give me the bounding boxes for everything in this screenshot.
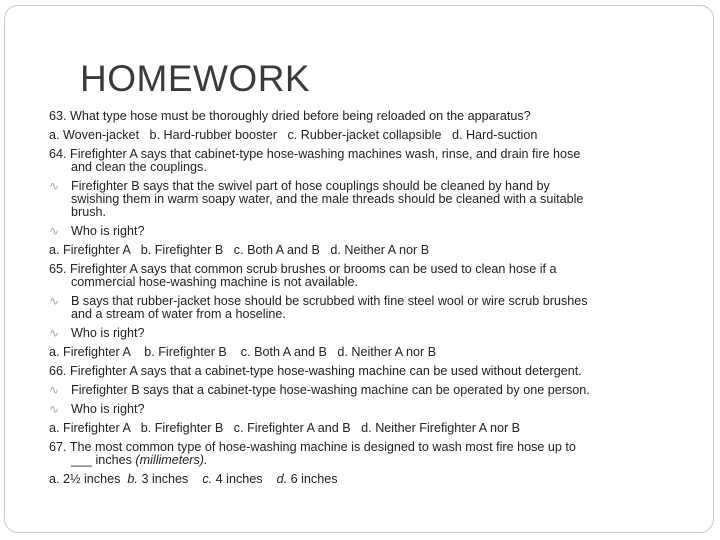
q66-who-text: Who is right? <box>71 402 145 416</box>
q64-statement-a-line2: and clean the couplings. <box>71 160 207 174</box>
q64-who <box>49 225 659 238</box>
q67-option-c-text: 4 inches <box>215 472 263 486</box>
q64-statement-b-line3: brush. <box>71 205 107 219</box>
q67-question <box>49 441 659 467</box>
q63-question: 63. What type hose must be thoroughly dried before being reloaded on the apparatus? <box>49 109 531 123</box>
q64-statement-a <box>49 148 659 174</box>
wavy-bullet-icon: ∿ <box>49 294 60 308</box>
wavy-bullet-icon: ∿ <box>49 326 60 340</box>
q65-statement-b <box>49 295 659 321</box>
q66-statement-a: 66. Firefighter A says that a cabinet-type hose-washing machine can be used without detergent. <box>49 364 582 378</box>
q64-statement-a-line1: 64. Firefighter A says that cabinet-type hose-washing machines wash, rinse, and drain fire hose <box>49 147 581 161</box>
q65-options: a. Firefighter A b. Firefighter B c. Both A and B d. Neither A nor B <box>49 345 437 359</box>
wavy-bullet-icon: ∿ <box>49 383 60 397</box>
q67-option-b-text: 3 inches <box>141 472 189 486</box>
q64-who-text: Who is right? <box>71 224 145 238</box>
wavy-bullet-icon: ∿ <box>49 402 60 416</box>
homework-content <box>49 110 659 492</box>
q65-statement-a-line1: 65. Firefighter A says that common scrub brushes or brooms can be used to clean hose if a <box>49 262 557 276</box>
q66-who <box>49 403 659 416</box>
q67-options <box>49 473 659 486</box>
q67-option-d-text: 6 inches <box>290 472 338 486</box>
q64-statement-b <box>49 180 659 219</box>
wavy-bullet-icon: ∿ <box>49 224 60 238</box>
q63-options: a. Woven-jacket b. Hard-rubber booster c. Rubber-jacket collapsible d. Hard-suction <box>49 128 538 142</box>
q66-options: a. Firefighter A b. Firefighter B c. Firefighter A and B d. Neither Firefighter A nor B <box>49 421 521 435</box>
q65-statement-b-line1: B says that rubber-jacket hose should be scrubbed with fine steel wool or wire scrub brushes <box>71 294 588 308</box>
q65-statement-a-line2: commercial hose-washing machine is not available. <box>71 275 358 289</box>
q67-units: (millimeters). <box>135 453 208 467</box>
q67-option-b-letter: b. <box>127 472 138 486</box>
q65-who <box>49 327 659 340</box>
q64-statement-b-line2: swishing them in warm soapy water, and the male threads should be cleaned with a suitable <box>71 192 584 206</box>
q64-options: a. Firefighter A b. Firefighter B c. Both A and B d. Neither A nor B <box>49 243 430 257</box>
q65-statement-a <box>49 263 659 289</box>
q67-option-c-letter: c. <box>202 472 213 486</box>
q67-option-d-letter: d. <box>276 472 288 486</box>
q67-option-a: a. 2½ inches <box>49 472 121 486</box>
wavy-bullet-icon: ∿ <box>49 179 60 193</box>
q67-question-line1: 67. The most common type of hose-washing machine is designed to wash most fire hose up to <box>49 440 576 454</box>
q66-statement-b-text: Firefighter B says that a cabinet-type hose-washing machine can be operated by one person. <box>71 383 590 397</box>
q64-statement-b-line1: Firefighter B says that the swivel part of hose couplings should be cleaned by hand by <box>71 179 550 193</box>
page-title: HOMEWORK <box>80 58 311 99</box>
q67-blank: ___ inches <box>71 453 132 467</box>
q67-question-line2 <box>49 454 659 467</box>
q65-who-text: Who is right? <box>71 326 145 340</box>
q65-statement-b-line2: and a stream of water from a hoseline. <box>71 307 286 321</box>
q66-statement-b <box>49 384 659 397</box>
